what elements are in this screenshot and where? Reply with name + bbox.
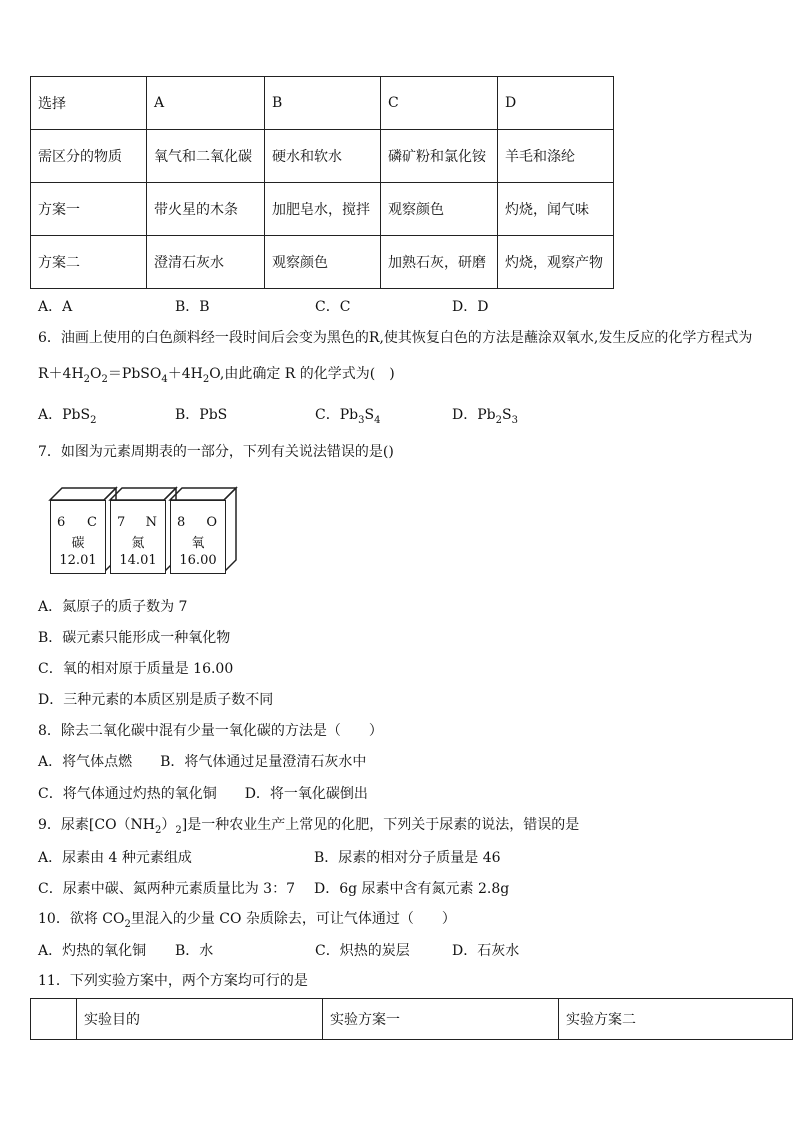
q8-options-line2: C．将气体通过灼热的氧化铜 D．将一氧化碳倒出 — [38, 786, 368, 802]
q5-option-b: B．B — [175, 299, 210, 315]
q7-option-d: D．三种元素的本质区别是质子数不同 — [38, 692, 274, 708]
q9-option-a: A．尿素由 4 种元素组成 — [38, 850, 192, 866]
table-cell: D — [498, 77, 614, 130]
element-box-carbon — [50, 500, 106, 574]
table-header-cell: 实验目的 — [77, 999, 323, 1040]
table-header-cell — [31, 999, 77, 1040]
element-symbol: N — [145, 515, 157, 530]
element-name: 碳 — [71, 536, 85, 551]
q10-stem: 10．欲将 $CO_2$里混入的少量 CO 杂质除去，可让气体通过（ ） — [38, 911, 456, 930]
q8-options-line1: A．将气体点燃 B．将气体通过足量澄清石灰水中 — [38, 754, 367, 770]
q11-table — [30, 998, 793, 1040]
element-symbol: O — [206, 515, 217, 530]
table-cell: 方案二 — [31, 236, 147, 289]
q6-option-b: B．PbS — [175, 407, 228, 423]
table-header-cell: 实验方案二 — [559, 999, 793, 1040]
q10-option-a: A．灼热的氧化铜 — [38, 943, 147, 959]
q10-option-c: C．炽热的炭层 — [315, 943, 410, 959]
atomic-mass: 16.00 — [179, 553, 217, 568]
atomic-number: 8 — [177, 515, 186, 530]
q6-option-a: A．PbS$_2$ — [38, 407, 97, 426]
q8-stem: 8．除去二氧化碳中混有少量一氧化碳的方法是（ ） — [38, 723, 383, 739]
q7-stem: 7．如图为元素周期表的一部分，下列有关说法错误的是() — [38, 444, 394, 460]
table-cell: 加肥皂水，搅拌 — [265, 183, 381, 236]
table-cell: 羊毛和涤纶 — [498, 130, 614, 183]
q5-option-a: A．A — [38, 299, 73, 315]
q6-stem: 6．油画上使用的白色颜料经一段时间后会变为黑色的R,使其恢复白色的方法是蘸涂双氧水,发生反应的化学方程式为 — [38, 330, 753, 346]
comparison-table-body — [31, 77, 614, 289]
q7-option-b: B．碳元素只能形成一种氧化物 — [38, 630, 231, 646]
q10-option-d: D．石灰水 — [452, 943, 520, 959]
table-cell: 氧气和二氧化碳 — [147, 130, 265, 183]
q9-option-b: B．尿素的相对分子质量是 46 — [314, 850, 501, 866]
table-cell: A — [147, 77, 265, 130]
atomic-mass: 14.01 — [119, 553, 157, 568]
table-cell: 观察颜色 — [381, 183, 498, 236]
element-box-nitrogen — [110, 500, 166, 574]
atomic-number: 7 — [117, 515, 126, 530]
element-name: 氮 — [131, 536, 145, 551]
table-cell: 方案一 — [31, 183, 147, 236]
q7-option-c: C．氧的相对原于质量是 16.00 — [38, 661, 234, 677]
table-row — [31, 130, 614, 183]
table-cell: 灼烧，观察产物 — [498, 236, 614, 289]
table-cell: 需区分的物质 — [31, 130, 147, 183]
q11-table-body — [31, 999, 793, 1040]
table-cell: 磷矿粉和氯化铵 — [381, 130, 498, 183]
q9-stem: 9．尿素$[CO(NH_2)_2]$是一种农业生产上常见的化肥，下列关于尿素的说法，错误的是 — [38, 817, 580, 836]
table-cell: B — [265, 77, 381, 130]
table-row — [31, 77, 614, 130]
table-cell: 澄清石灰水 — [147, 236, 265, 289]
comparison-table — [30, 76, 614, 289]
atomic-mass: 12.01 — [59, 553, 97, 568]
table-cell: C — [381, 77, 498, 130]
q5-option-d: D．D — [452, 299, 489, 315]
element-box-oxygen — [170, 500, 226, 574]
table-cell: 加熟石灰，研磨 — [381, 236, 498, 289]
element-symbol: C — [87, 515, 97, 530]
table-cell: 灼烧，闻气味 — [498, 183, 614, 236]
table-cell: 带火星的木条 — [147, 183, 265, 236]
q5-option-c: C．C — [315, 299, 351, 315]
table-row — [31, 183, 614, 236]
table-cell: 硬水和软水 — [265, 130, 381, 183]
q6-option-c: C．$Pb_3S_4$ — [315, 407, 381, 426]
table-row — [31, 236, 614, 289]
q7-option-a: A．氮原子的质子数为 7 — [38, 599, 188, 615]
q6-option-d: D．$Pb_2S_3$ — [452, 407, 518, 426]
q10-option-b: B．水 — [175, 943, 214, 959]
atomic-number: 6 — [57, 515, 66, 530]
q9-option-c: C．尿素中碳、氮两种元素质量比为 3：7 — [38, 881, 295, 897]
element-name: 氧 — [191, 536, 205, 551]
table-header-cell: 实验方案一 — [323, 999, 559, 1040]
q6-equation: $R+4H_2O_2=PbSO_4+4H_2O$,由此确定 R 的化学式为( ) — [38, 366, 395, 385]
table-cell: 观察颜色 — [265, 236, 381, 289]
periodic-table-figure — [48, 486, 244, 574]
table-cell: 选择 — [31, 77, 147, 130]
table-header-row — [31, 999, 793, 1040]
q11-stem: 11．下列实验方案中，两个方案均可行的是 — [38, 973, 308, 989]
q9-option-d: D．6g 尿素中含有氮元素 2.8g — [314, 881, 510, 897]
